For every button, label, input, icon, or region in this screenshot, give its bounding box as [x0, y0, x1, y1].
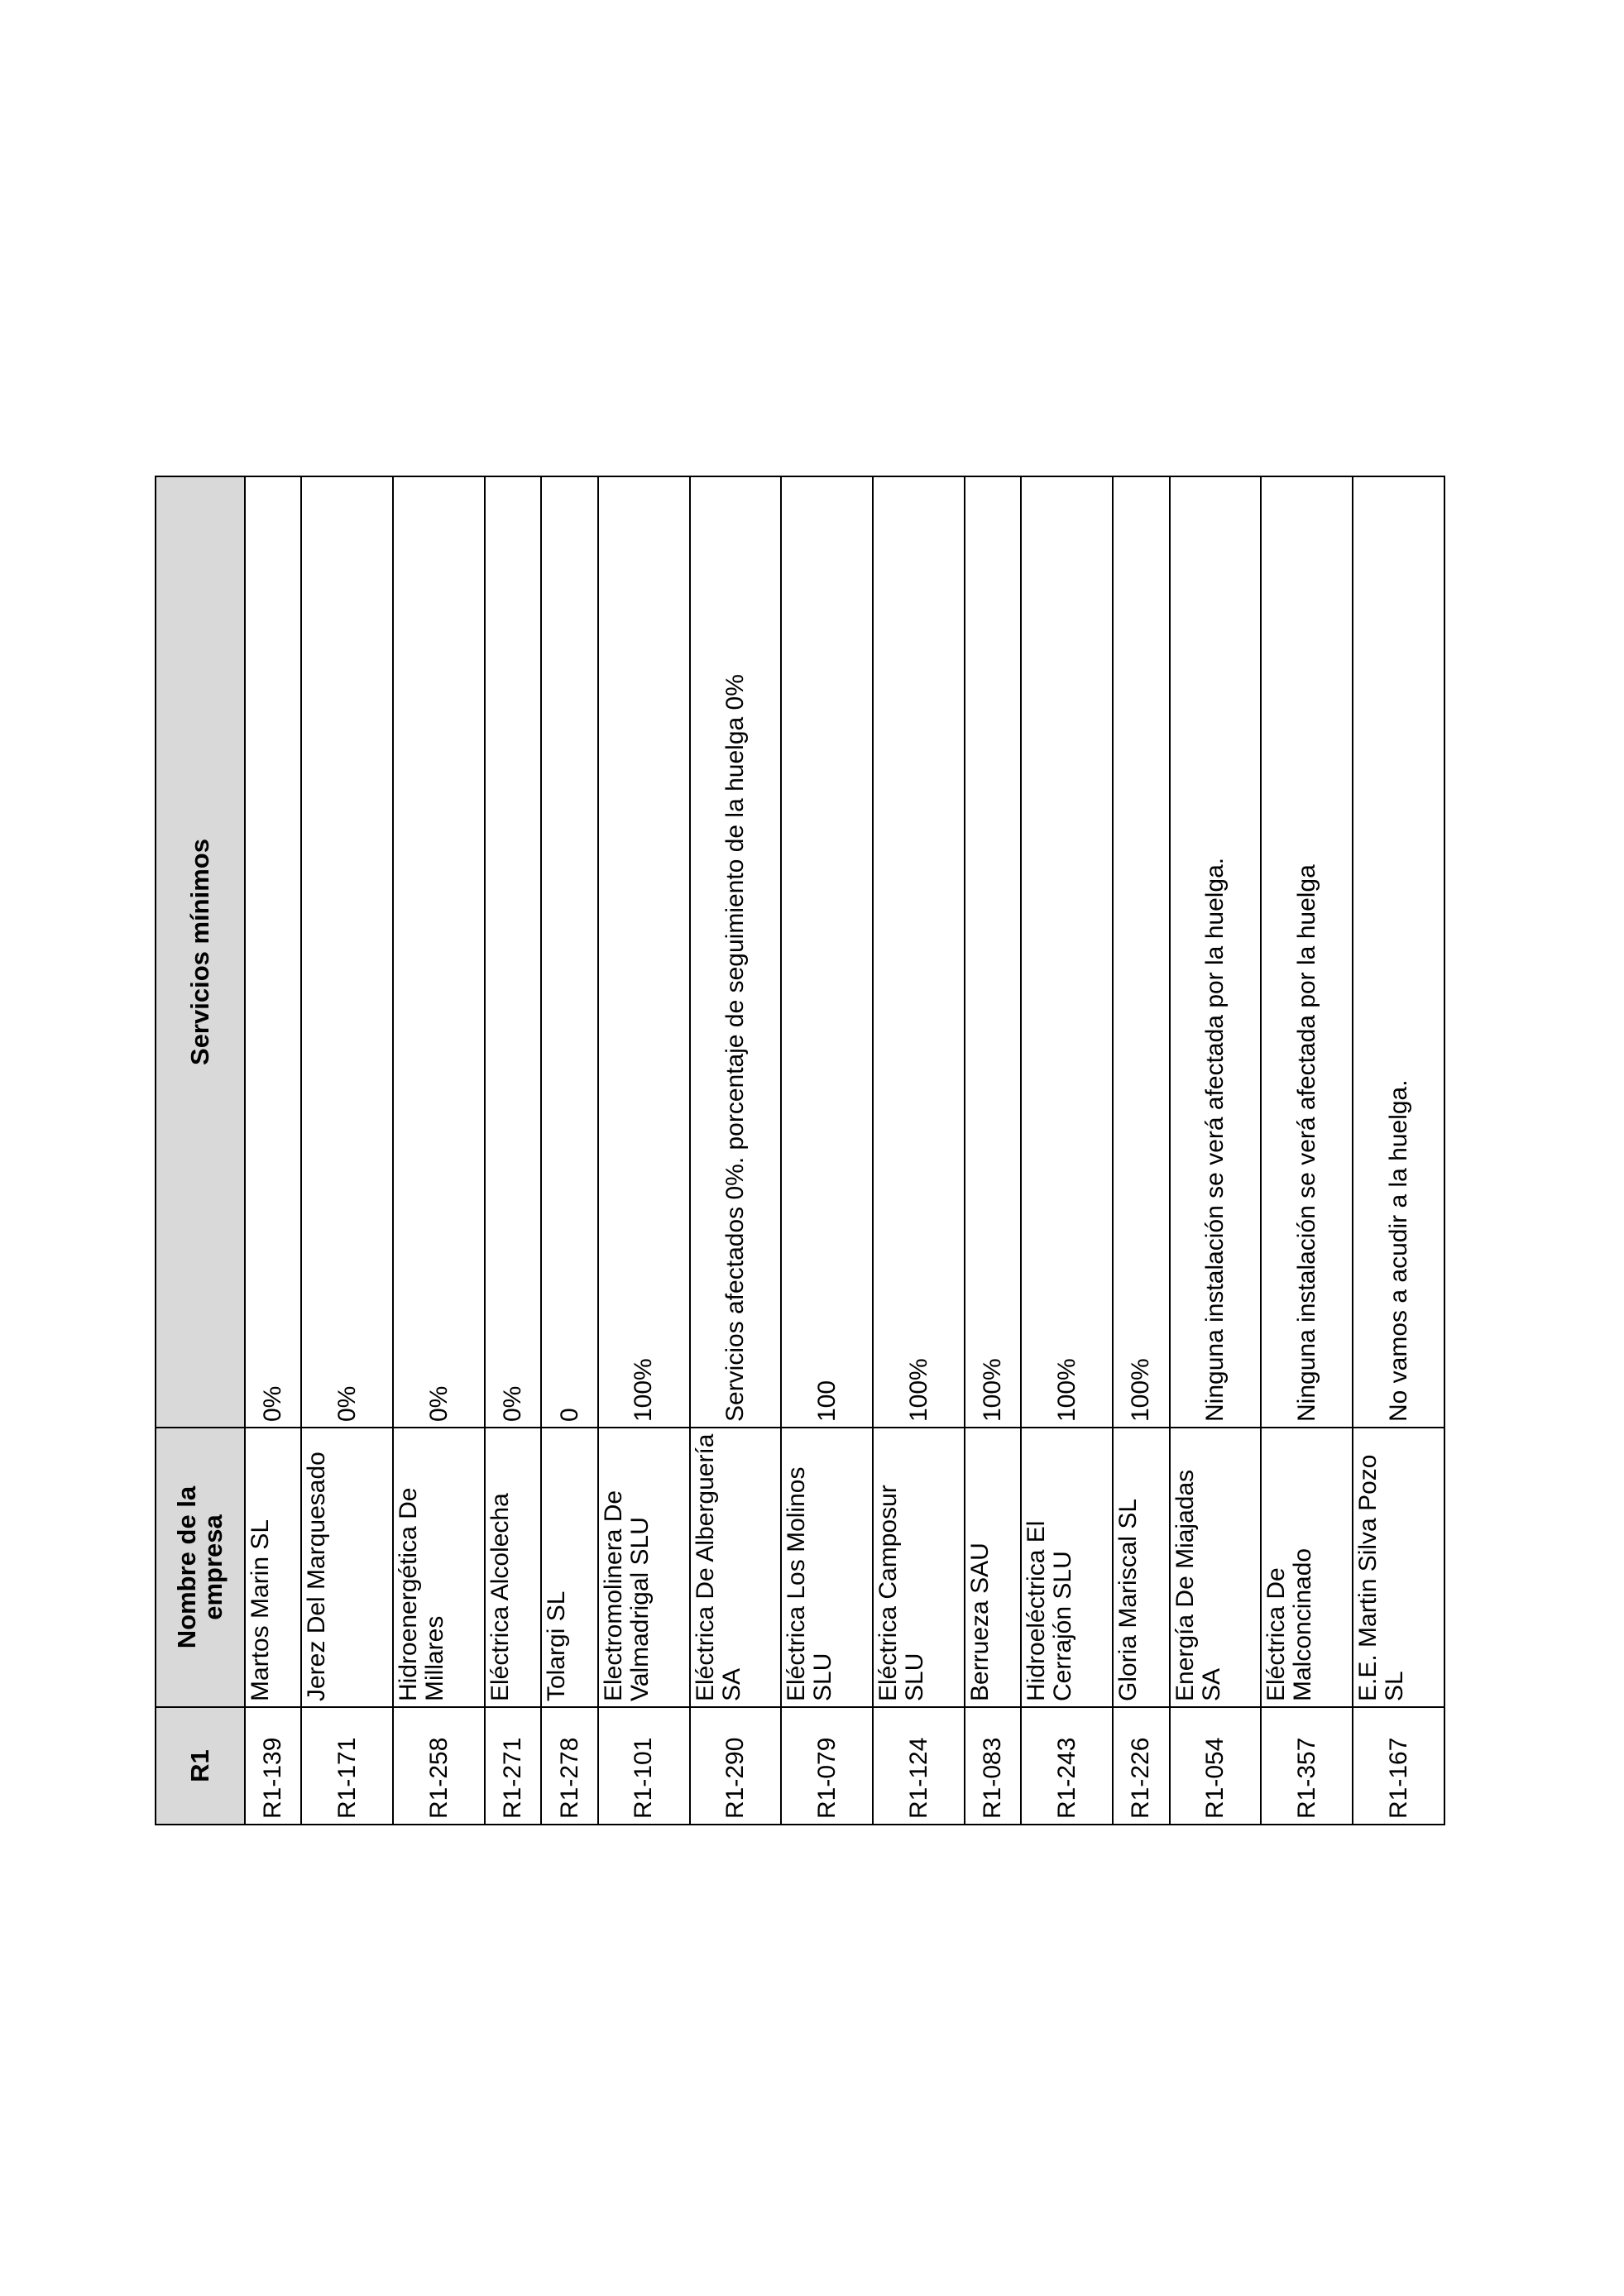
table-row — [1113, 476, 1169, 1825]
row-company: Berrueza SAU — [965, 1428, 1021, 1707]
table-row — [781, 476, 873, 1825]
row-code: R1-079 — [781, 1707, 873, 1825]
table-row — [965, 476, 1021, 1825]
row-company: Eléctrica De Alberguería SA — [690, 1428, 782, 1707]
table-row — [301, 476, 393, 1825]
row-code: R1-357 — [1261, 1707, 1353, 1825]
row-service: Ninguna instalación se verá afectada por la huelga — [1261, 476, 1353, 1428]
minimum-services-table — [155, 476, 1445, 1825]
row-service: 100% — [598, 476, 690, 1428]
row-service: 100% — [873, 476, 965, 1428]
row-service: 100% — [965, 476, 1021, 1428]
table-row — [690, 476, 782, 1825]
row-code: R1-171 — [301, 1707, 393, 1825]
row-code: R1-167 — [1353, 1707, 1444, 1825]
row-code: R1-290 — [690, 1707, 782, 1825]
row-service: 100% — [1113, 476, 1169, 1428]
table-row — [1353, 476, 1444, 1825]
header-minimum-services: Servicios mínimos — [156, 476, 245, 1428]
table-row — [873, 476, 965, 1825]
row-company: Tolargi SL — [541, 1428, 597, 1707]
row-company: Electromolinera De Valmadrigal SLU — [598, 1428, 690, 1707]
table-row — [598, 476, 690, 1825]
row-service: 0% — [393, 476, 485, 1428]
row-code: R1-271 — [485, 1707, 541, 1825]
row-service: 0% — [245, 476, 301, 1428]
table-row — [541, 476, 597, 1825]
row-code: R1-054 — [1170, 1707, 1262, 1825]
row-company: Martos Marin SL — [245, 1428, 301, 1707]
table-row — [485, 476, 541, 1825]
row-service: 0 — [541, 476, 597, 1428]
row-code: R1-124 — [873, 1707, 965, 1825]
row-service: 0% — [485, 476, 541, 1428]
row-company: Eléctrica Los Molinos SLU — [781, 1428, 873, 1707]
row-code: R1-139 — [245, 1707, 301, 1825]
row-code: R1-243 — [1021, 1707, 1113, 1825]
row-company: Energía De Miajadas SA — [1170, 1428, 1262, 1707]
table-header-row — [156, 476, 245, 1825]
row-code: R1-278 — [541, 1707, 597, 1825]
row-service: 100 — [781, 476, 873, 1428]
row-company: Jerez Del Marquesado — [301, 1428, 393, 1707]
row-service: 0% — [301, 476, 393, 1428]
row-service: 100% — [1021, 476, 1113, 1428]
row-company: Hidroeléctrica El Cerrajón SLU — [1021, 1428, 1113, 1707]
table-row — [245, 476, 301, 1825]
row-service: No vamos a acudir a la huelga. — [1353, 476, 1444, 1428]
row-code: R1-101 — [598, 1707, 690, 1825]
row-company: Eléctrica Alcolecha — [485, 1428, 541, 1707]
row-service: Servicios afectados 0%. porcentaje de seguimiento de la huelga 0% — [690, 476, 782, 1428]
rotated-table-container — [155, 477, 1445, 1825]
row-company: Gloria Mariscal SL — [1113, 1428, 1169, 1707]
header-company-name: Nombre de la empresa — [156, 1428, 245, 1707]
row-company: E.E. Martin Silva Pozo SL — [1353, 1428, 1444, 1707]
table-row — [1261, 476, 1353, 1825]
row-company: Hidroenergética De Millares — [393, 1428, 485, 1707]
row-company: Eléctrica Camposur SLU — [873, 1428, 965, 1707]
row-service: Ninguna instalación se verá afectada por la huelga. — [1170, 476, 1262, 1428]
row-code: R1-258 — [393, 1707, 485, 1825]
table-row — [1170, 476, 1262, 1825]
row-code: R1-083 — [965, 1707, 1021, 1825]
header-r1: R1 — [156, 1707, 245, 1825]
table-row — [393, 476, 485, 1825]
row-code: R1-226 — [1113, 1707, 1169, 1825]
row-company: Eléctrica De Malconcinado — [1261, 1428, 1353, 1707]
table-row — [1021, 476, 1113, 1825]
